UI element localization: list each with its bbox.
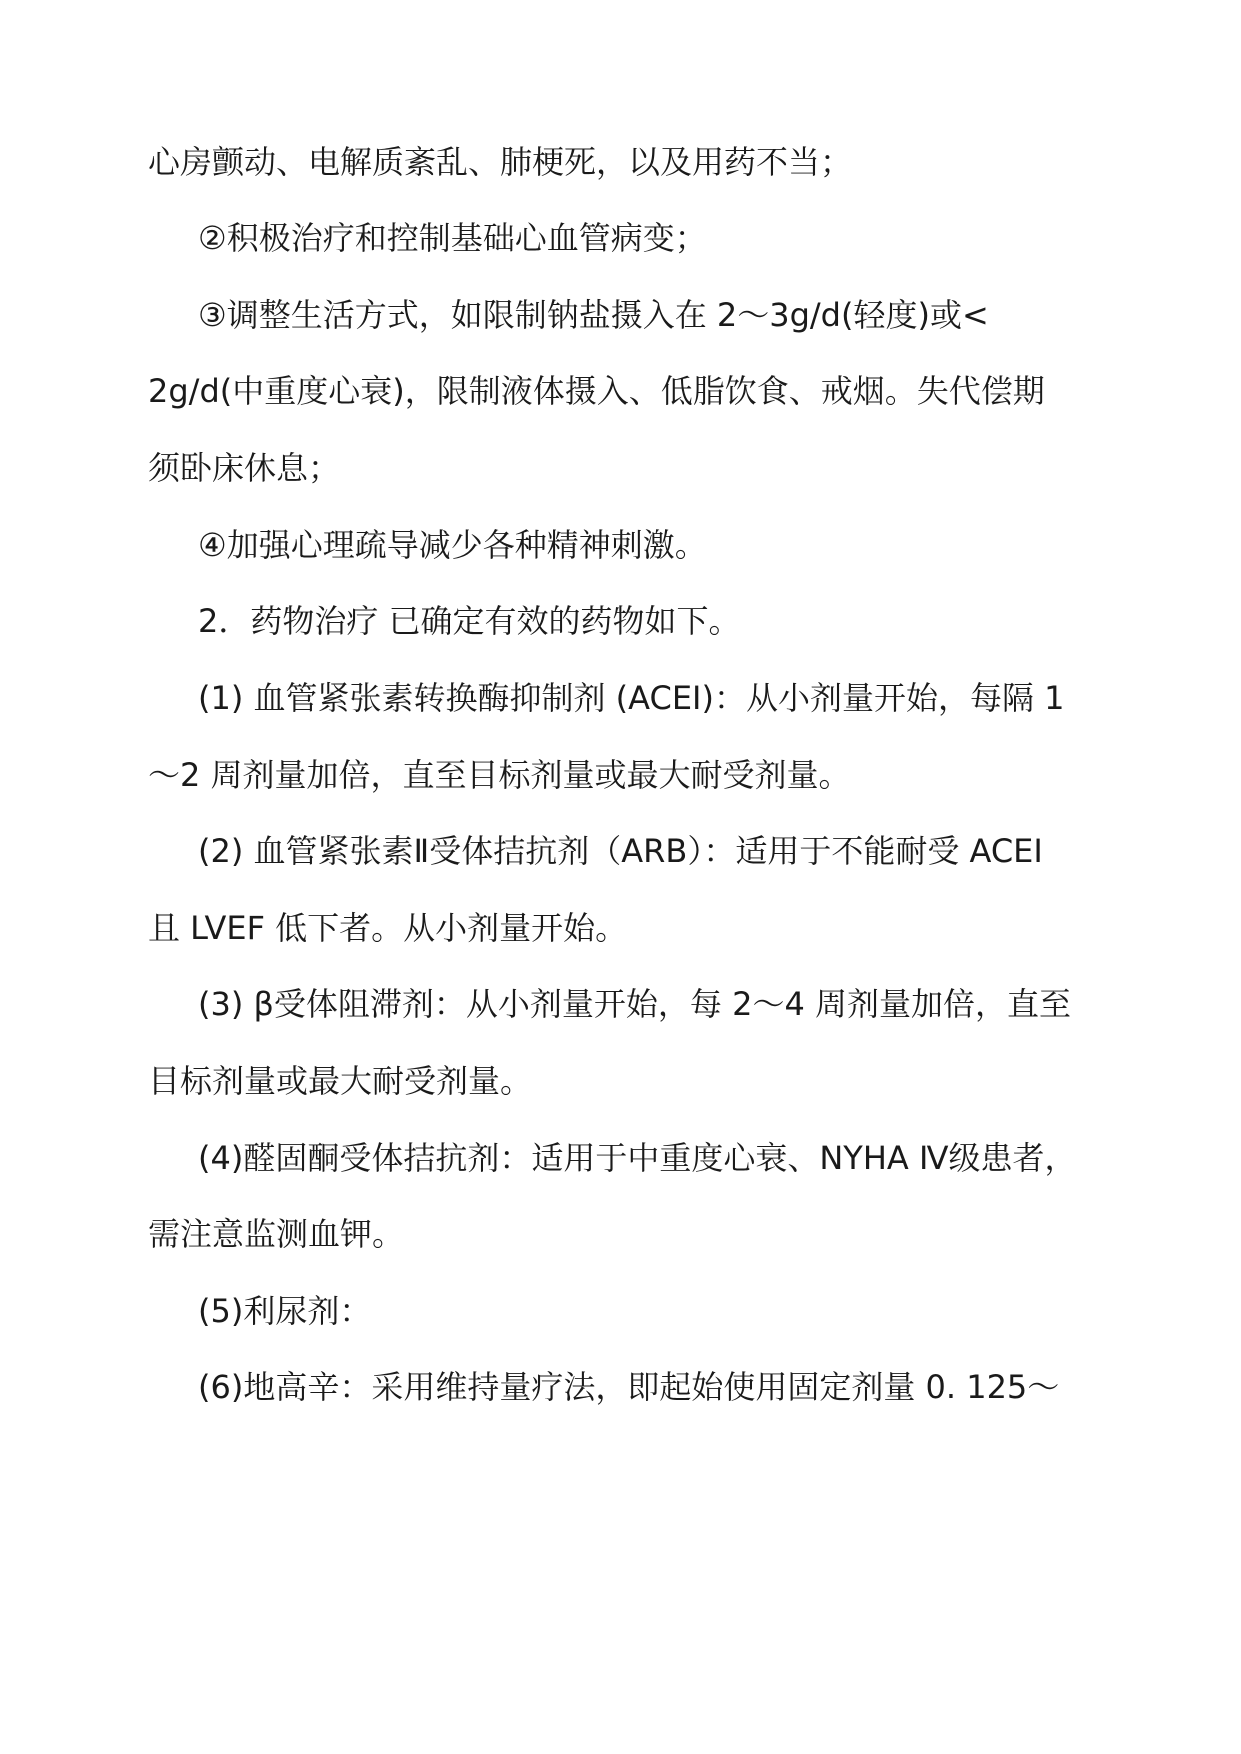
- text-line-11: 且 LVEF 低下者。从小剂量开始。: [148, 909, 628, 947]
- text-line-5: 须卧床休息；: [148, 449, 341, 487]
- text-line-13: 目标剂量或最大耐受剂量。: [148, 1062, 533, 1100]
- text-line-12: (3) β受体阻滞剂：从小剂量开始，每 2～4 周剂量加倍，直至: [198, 985, 1071, 1023]
- text-line-6: ④加强心理疏导减少各种精神刺激。: [198, 526, 707, 564]
- text-line-17: (6)地高辛：采用维持量疗法，即起始使用固定剂量 0. 125～: [198, 1368, 1060, 1406]
- text-line-10: (2) 血管紧张素Ⅱ受体拮抗剂（ARB）：适用于不能耐受 ACEI: [198, 832, 1043, 870]
- text-line-14: (4)醛固酮受体拮抗剂：适用于中重度心衰、NYHA Ⅳ级患者，: [198, 1139, 1077, 1177]
- text-line-15: 需注意监测血钾。: [148, 1215, 405, 1253]
- text-line-7: 2．药物治疗 已确定有效的药物如下。: [198, 602, 741, 640]
- text-line-9: ～2 周剂量加倍，直至目标剂量或最大耐受剂量。: [148, 756, 851, 794]
- text-line-16: (5)利尿剂：: [198, 1292, 372, 1330]
- text-line-4: 2g/d(中重度心衰)，限制液体摄入、低脂饮食、戒烟。失代偿期: [148, 372, 1045, 410]
- text-line-2: ②积极治疗和控制基础心血管病变；: [198, 219, 707, 257]
- text-line-3: ③调整生活方式，如限制钠盐摄入在 2～3g/d(轻度)或<: [198, 296, 989, 334]
- text-line-8: (1) 血管紧张素转换酶抑制剂 (ACEI)：从小剂量开始，每隔 1: [198, 679, 1065, 717]
- text-line-1: 心房颤动、电解质紊乱、肺梗死，以及用药不当；: [148, 143, 853, 181]
